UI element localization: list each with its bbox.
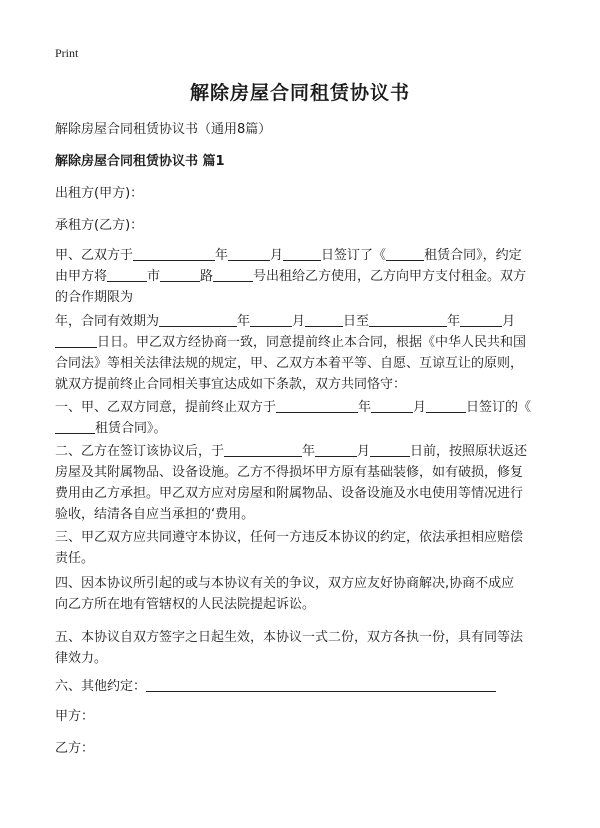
blank-field[interactable] — [460, 312, 502, 327]
party-a-signature: 甲方： — [55, 709, 95, 724]
text: 日签订了《 — [321, 248, 387, 263]
text: 月 — [357, 444, 371, 459]
text: 六、其他约定： — [55, 679, 147, 694]
other-terms-field[interactable] — [146, 677, 496, 692]
clause-3 — [55, 527, 555, 569]
text: 年，合同有效期为 — [55, 314, 160, 329]
text: 三、甲乙双方应共同遵守本协议，任何一方违反本协议的约定，依法承担相应赔偿 — [55, 530, 524, 545]
text: 五、本协议自双方签字之日起生效，本协议一式二份，双方各执一份，具有同等法 — [55, 630, 524, 645]
blank-field[interactable] — [107, 267, 147, 282]
text: 合同法》等相关法律法规的规定，甲、乙双方本着平等、自愿、互谅互让的原则， — [55, 356, 524, 371]
text: 就双方提前终止合同相关事宜达成如下条款，双方共同恪守： — [55, 377, 407, 392]
text: 年 — [302, 444, 316, 459]
clause-5 — [55, 627, 555, 669]
blank-field[interactable] — [213, 267, 253, 282]
blank-field[interactable] — [386, 246, 424, 261]
blank-field[interactable] — [426, 398, 466, 413]
text: 租赁合同》，约定 — [424, 248, 522, 263]
text: 日日。甲乙双方经协商一致，同意提前终止本合同，根据《中华人民共和国 — [97, 335, 527, 350]
text: 二、乙方在签订该协议后，于 — [55, 444, 225, 459]
text: 费用由乙方承担。甲乙双方应对房屋和附属物品、设备设施及水电使用等情况进行 — [55, 486, 524, 501]
text: 月 — [292, 314, 306, 329]
text: 向乙方所在地有管辖权的人民法院提起诉讼。 — [55, 597, 316, 612]
text: 年 — [215, 248, 229, 263]
document-subtitle: 解除房屋合同租赁协议书（通用8篇） — [55, 122, 272, 137]
text: 验收，结清各自应当承担的‘费用。 — [55, 507, 255, 522]
blank-field[interactable] — [371, 398, 413, 413]
document-title: 解除房屋合同租赁协议书 — [189, 82, 410, 104]
text: 月 — [413, 400, 427, 415]
text: 的合作期限为 — [55, 290, 134, 305]
paragraph-term — [55, 311, 555, 395]
clause-4 — [55, 573, 555, 615]
text: 租赁合同》。 — [95, 421, 167, 436]
lessee-label: 承租方(乙方)： — [55, 218, 144, 233]
blank-field[interactable] — [283, 246, 321, 261]
text: 律效力。 — [55, 651, 108, 666]
blank-field[interactable] — [159, 312, 237, 327]
blank-field[interactable] — [228, 246, 270, 261]
text: 房屋及其附属物品、设备设施。乙方不得损坏甲方原有基础装修，如有破损，修复 — [55, 465, 524, 480]
section-heading: 解除房屋合同租赁协议书 篇1 — [55, 154, 225, 169]
party-b-signature: 乙方： — [55, 741, 95, 756]
blank-field[interactable] — [55, 333, 97, 348]
text: 月 — [270, 248, 284, 263]
print-label[interactable]: Print — [55, 46, 79, 60]
clause-6 — [55, 676, 555, 697]
text: 由甲方将 — [55, 269, 108, 284]
text: 市 — [147, 269, 161, 284]
lessor-label: 出租方(甲方)： — [55, 186, 144, 201]
blank-field[interactable] — [276, 398, 358, 413]
blank-field[interactable] — [224, 442, 302, 457]
text: 年 — [237, 314, 251, 329]
blank-field[interactable] — [315, 442, 357, 457]
paragraph-intro — [55, 245, 555, 308]
blank-field[interactable] — [55, 419, 95, 434]
text: 年 — [358, 400, 372, 415]
text: 年 — [447, 314, 461, 329]
clause-1 — [55, 397, 555, 439]
text: 四、因本协议所引起的或与本协议有关的争议，双方应友好协商解决,协商不成应 — [55, 576, 515, 591]
text: 一、甲、乙双方同意，提前终止双方于 — [55, 400, 277, 415]
blank-field[interactable] — [250, 312, 292, 327]
text: 号出租给乙方使用，乙方向甲方支付租金。双方 — [253, 269, 527, 284]
blank-field[interactable] — [133, 246, 215, 261]
text: 路 — [200, 269, 214, 284]
text: 日前，按照原状返还 — [410, 444, 528, 459]
blank-field[interactable] — [369, 312, 447, 327]
text: 日签订的《 — [466, 400, 532, 415]
text: 日至 — [343, 314, 370, 329]
blank-field[interactable] — [370, 442, 410, 457]
blank-field[interactable] — [160, 267, 200, 282]
text: 甲、乙双方于 — [55, 248, 134, 263]
clause-2 — [55, 441, 555, 525]
blank-field[interactable] — [305, 312, 343, 327]
text: 责任。 — [55, 551, 95, 566]
text: 月 — [502, 314, 516, 329]
